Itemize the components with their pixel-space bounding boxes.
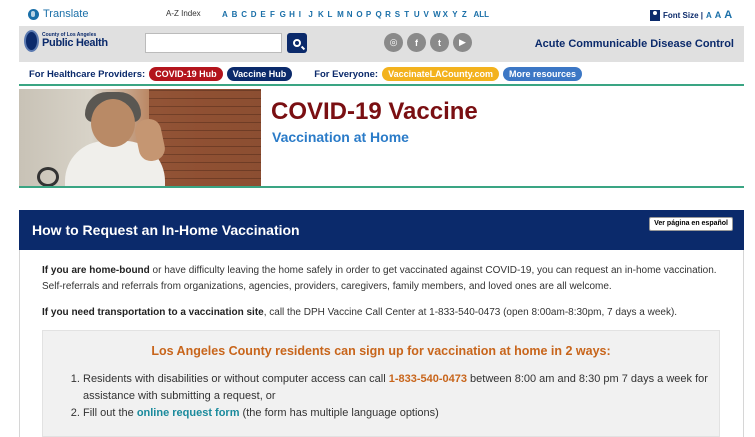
az-letter[interactable]: O: [356, 10, 363, 19]
transportation-bold: If you need transportation to a vaccination site: [42, 307, 264, 318]
translate-label: Translate: [43, 8, 89, 20]
item2-text-b: (the form has multiple language options): [239, 407, 439, 419]
hero-photo: [19, 89, 261, 186]
az-letter[interactable]: S: [394, 10, 401, 19]
instagram-icon[interactable]: ◎: [384, 33, 403, 52]
item2-text-a: Fill out the: [83, 407, 137, 419]
online-request-form-link[interactable]: online request form: [136, 407, 240, 419]
font-size-controls: [650, 9, 732, 21]
az-letter[interactable]: I: [298, 10, 301, 19]
az-index-title: A-Z Index: [166, 9, 201, 18]
az-letter[interactable]: B: [231, 10, 238, 19]
public-health-logo[interactable]: [24, 30, 108, 52]
brick-wall: [149, 89, 261, 186]
section-title: How to Request an In-Home Vaccination: [32, 222, 300, 238]
county-seal-icon: [24, 30, 39, 52]
person-head: [91, 99, 135, 147]
item1-text-a: Residents with disabilities or without computer access can call: [83, 373, 389, 385]
search-input[interactable]: [145, 33, 282, 53]
az-letter[interactable]: K: [317, 10, 324, 19]
az-letter[interactable]: U: [413, 10, 420, 19]
page-title: COVID-19 Vaccine: [271, 98, 478, 125]
az-letter[interactable]: Y: [452, 10, 458, 19]
list-item: [83, 405, 709, 422]
list-item: [83, 371, 709, 405]
az-letter[interactable]: Z: [461, 10, 467, 19]
az-letter[interactable]: G: [279, 10, 286, 19]
homebound-text: or have difficulty leaving the home safely in order to get vaccinated against COVID-19, you can request an in-home vaccination. Self-referrals and referrals from organizations, agencies, providers, caregivers, family members, and loved ones are all welcome.: [42, 265, 717, 292]
spanish-page-button[interactable]: Ver página en español: [649, 217, 733, 231]
logo-text: [42, 33, 108, 49]
callout-title: Los Angeles County residents can sign up for vaccination at home in 2 ways:: [151, 344, 611, 358]
az-letter[interactable]: F: [269, 10, 275, 19]
az-letter[interactable]: N: [346, 10, 353, 19]
az-all-link[interactable]: ALL: [473, 10, 489, 19]
az-letter[interactable]: J: [308, 10, 313, 19]
az-letter[interactable]: X: [442, 10, 448, 19]
az-letter[interactable]: P: [365, 10, 372, 19]
section-header: [19, 210, 744, 250]
twitter-icon[interactable]: t: [430, 33, 449, 52]
hero-banner: [19, 89, 744, 188]
az-letter[interactable]: A: [222, 10, 228, 19]
everyone-label: For Everyone:: [314, 68, 379, 80]
translate-link[interactable]: [28, 8, 88, 20]
az-letter[interactable]: Q: [375, 10, 382, 19]
facebook-icon[interactable]: f: [407, 33, 426, 52]
page-subtitle: Vaccination at Home: [272, 129, 409, 145]
transportation-text: , call the DPH Vaccine Call Center at 1-833-540-0473 (open 8:00am-8:30pm, 7 days a week).: [263, 307, 678, 318]
social-links: [384, 33, 472, 52]
transportation-paragraph: [42, 305, 722, 321]
youtube-icon[interactable]: ▶: [453, 33, 472, 52]
audience-nav: [19, 64, 744, 86]
search-icon: [293, 39, 301, 47]
department-name: Acute Communicable Disease Control: [534, 38, 734, 50]
search-button[interactable]: [287, 33, 307, 53]
homebound-paragraph: [42, 263, 722, 295]
font-size-small-button[interactable]: A: [706, 10, 712, 20]
az-letter[interactable]: E: [260, 10, 266, 19]
az-letters: [222, 10, 489, 19]
az-letter[interactable]: V: [423, 10, 429, 19]
vaccine-hub-link[interactable]: Vaccine Hub: [227, 67, 293, 81]
utility-bar: [0, 0, 755, 26]
more-resources-link[interactable]: More resources: [503, 67, 582, 81]
font-size-large-button[interactable]: A: [724, 9, 733, 21]
az-letter[interactable]: R: [385, 10, 391, 19]
accessibility-icon: [650, 10, 660, 21]
az-letter[interactable]: D: [250, 10, 257, 19]
site-header: [19, 26, 744, 62]
homebound-bold: If you are home-bound: [42, 265, 150, 276]
font-size-medium-button[interactable]: A: [714, 10, 722, 20]
logo-big-text: Public Health: [42, 37, 108, 49]
vaccinate-la-link[interactable]: VaccinateLACounty.com: [382, 67, 499, 81]
az-letter[interactable]: M: [337, 10, 344, 19]
item1-text-b: between 8:00 am and 8:30 pm 7 days a week for assistance with submitting a request, or: [83, 373, 708, 402]
providers-label: For Healthcare Providers:: [29, 68, 146, 80]
phone-link[interactable]: 1-833-540-0473: [388, 373, 467, 385]
font-size-label: Font Size |: [663, 10, 704, 20]
covid-hub-link[interactable]: COVID-19 Hub: [149, 67, 223, 81]
logo-small-text: County of Los Angeles: [42, 32, 97, 38]
section-content: [19, 250, 744, 437]
az-letter[interactable]: H: [289, 10, 295, 19]
az-letter[interactable]: L: [327, 10, 333, 19]
signup-callout: [42, 330, 720, 437]
globe-icon: [28, 9, 39, 20]
az-letter[interactable]: T: [404, 10, 410, 19]
az-letter[interactable]: C: [241, 10, 247, 19]
wheelchair-wheel: [37, 167, 59, 186]
az-letter[interactable]: W: [433, 10, 441, 19]
signup-list: [69, 371, 709, 422]
